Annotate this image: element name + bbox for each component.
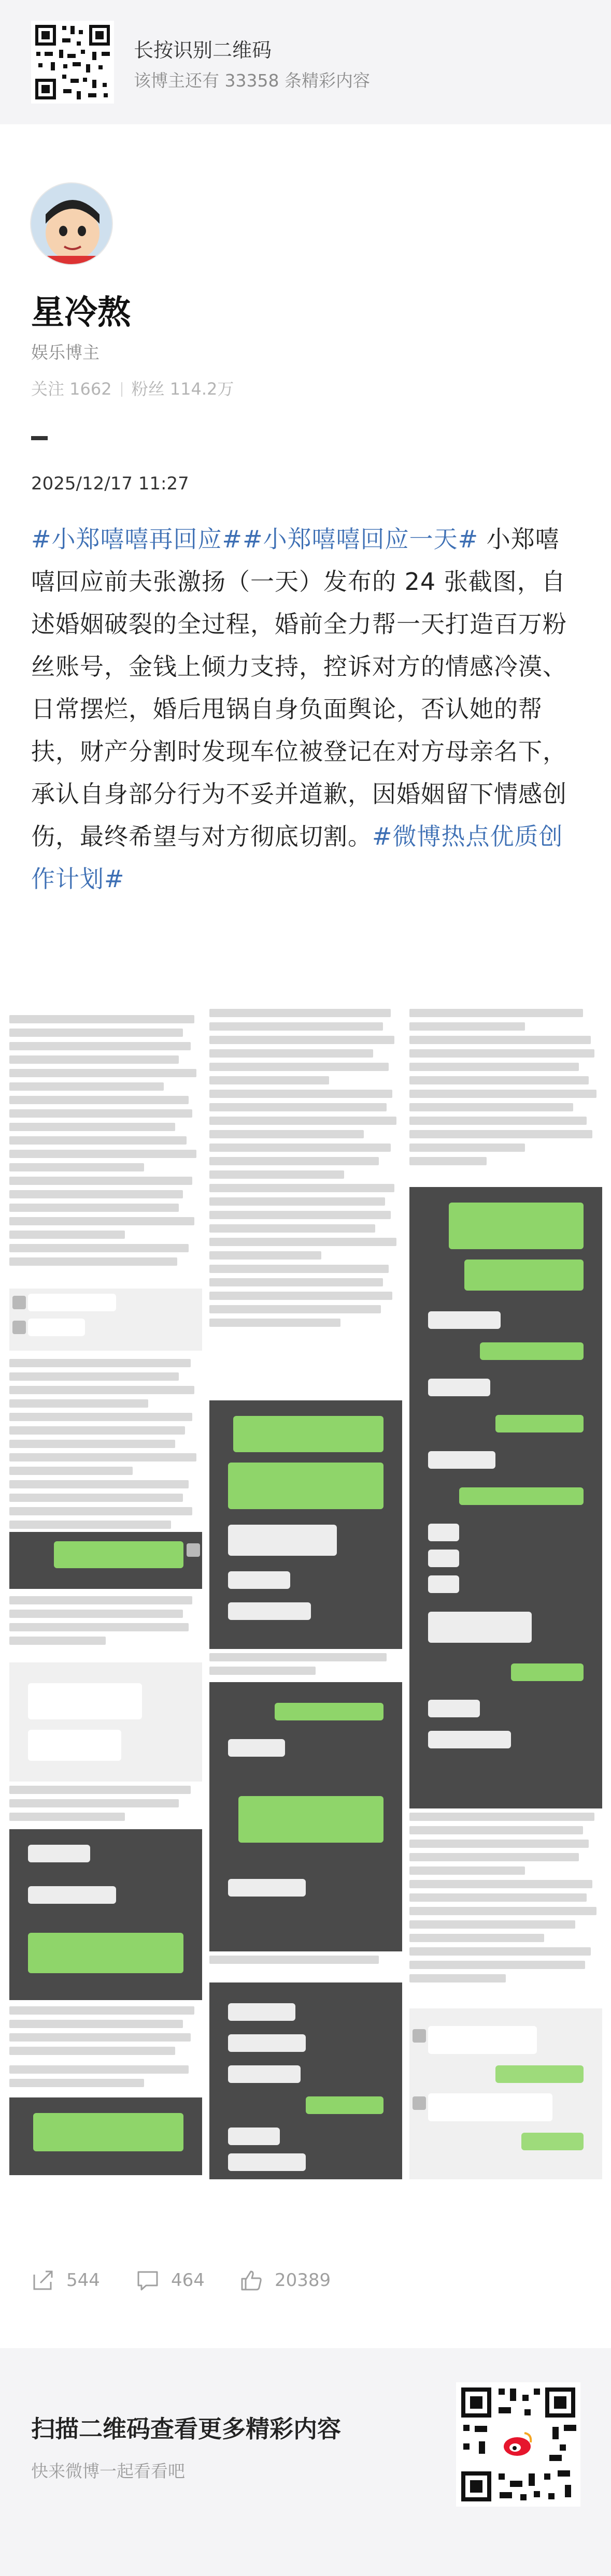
- note-text-block: [209, 1009, 402, 1392]
- post-image[interactable]: [9, 1009, 602, 2221]
- banner-subtitle: 该博主还有 33358 条精彩内容: [134, 70, 370, 91]
- comment-count: 464: [171, 2270, 205, 2291]
- note-text-block: [9, 2006, 202, 2063]
- author-stats: [31, 376, 234, 400]
- share-icon: [31, 2268, 55, 2292]
- chat-screenshot: [209, 1982, 402, 2179]
- chat-screenshot: [209, 1400, 402, 1649]
- post-text: [31, 518, 580, 900]
- chat-screenshot: [409, 2008, 602, 2179]
- share-button[interactable]: [31, 2268, 100, 2292]
- image-column: [209, 1009, 402, 2221]
- note-text-block: [9, 2065, 202, 2096]
- banner-title: 长按识别二维码: [134, 39, 272, 62]
- hashtag-link[interactable]: #微博热点优质创作计划#: [31, 822, 563, 893]
- post-date: 2025/12/17 11:27: [31, 473, 189, 494]
- comment-icon: [136, 2268, 160, 2292]
- action-bar: [0, 2255, 611, 2307]
- qr-banner: [0, 0, 611, 124]
- chat-screenshot: [9, 1532, 202, 1589]
- qr-code-icon: [31, 21, 114, 104]
- footer-title: 扫描二维码查看更多精彩内容: [31, 2415, 341, 2443]
- chat-screenshot: [9, 1289, 202, 1351]
- chat-screenshot: [209, 1682, 402, 1951]
- chat-screenshot: [409, 1187, 602, 1808]
- note-text-block: [209, 1653, 402, 1679]
- note-text-block: [409, 1813, 602, 1999]
- like-count: 20389: [275, 2270, 331, 2291]
- section-divider: [31, 436, 48, 440]
- weibo-qr-code-icon: [456, 2382, 580, 2507]
- author-name[interactable]: 星冷熬: [31, 294, 131, 332]
- chat-screenshot: [9, 1829, 202, 2000]
- note-text-block: [9, 1596, 202, 1658]
- footer-subtitle: 快来微博一起看看吧: [31, 2461, 185, 2481]
- note-text-block: [409, 1009, 602, 1185]
- following-count: 关注 1662: [31, 379, 112, 399]
- post-body-text: 小郑嘻嘻回应前夫张激扬（一天）发布的 24 张截图，自述婚姻破裂的全过程，婚前全力帮一天打造百万粉丝账号，金钱上倾力支持，控诉对方的情感冷漠、日常摆烂，婚后甩锅自身负面舆论，否认她的帮扶，财产分割时发现车位被登记在对方母亲名下，承认自身部分行为不妥并道歉，因婚姻留下情感创伤，最终希望与对方彻底切割。: [31, 525, 567, 850]
- note-text-block: [9, 1786, 202, 1827]
- author-role: 娱乐博主: [31, 342, 100, 363]
- stats-divider: [121, 382, 122, 397]
- note-text-block: [209, 1956, 402, 1976]
- image-column: [9, 1009, 202, 2221]
- avatar[interactable]: [30, 182, 113, 265]
- note-text-block: [9, 1015, 202, 1284]
- followers-count: 粉丝 114.2万: [131, 379, 234, 399]
- hashtag-link[interactable]: #小郑嘻嘻再回应#: [31, 525, 243, 553]
- footer-banner: [0, 2348, 611, 2576]
- thumbs-up-icon: [239, 2268, 263, 2292]
- chat-screenshot: [9, 1662, 202, 1782]
- like-button[interactable]: [239, 2268, 331, 2292]
- hashtag-link[interactable]: #小郑嘻嘻回应一天#: [243, 525, 479, 553]
- image-column: [409, 1009, 602, 2221]
- comment-button[interactable]: [136, 2268, 205, 2292]
- chat-screenshot: [9, 2097, 202, 2175]
- share-count: 544: [66, 2270, 100, 2291]
